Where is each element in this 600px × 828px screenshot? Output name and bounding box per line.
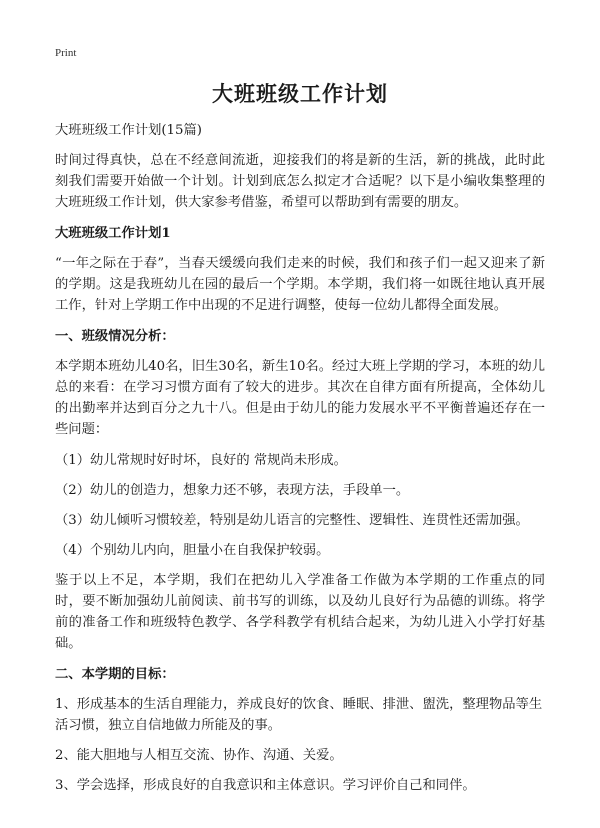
- section-heading-plan-1: 大班班级工作计划1: [55, 226, 171, 241]
- document-body: [55, 120, 545, 805]
- section-heading-goals: 二、本学期的目标：: [55, 667, 175, 682]
- document-subtitle: 大班班级工作计划(15篇): [55, 123, 202, 138]
- intro-paragraph: 时间过得真快，总在不经意间流逝，迎接我们的将是新的生活，新的挑战，此时此刻我们需要开始做一个计划。计划到底怎么拟定才合适呢？以下是小编收集整理的大班班级工作计划，供大家参考借鉴，希望可以帮助到有需要的朋友。: [55, 153, 545, 210]
- document-title: 大班班级工作计划: [212, 81, 388, 106]
- list-item: 1、形成基本的生活自理能力，养成良好的饮食、睡眠、排泄、盥洗，整理物品等生活习惯，独立自信地做力所能及的事。: [55, 697, 543, 733]
- list-item: 3、学会选择，形成良好的自我意识和主体意识。学习评价自己和同伴。: [55, 778, 476, 793]
- section-heading-class-analysis: 一、班级情况分析：: [55, 329, 175, 344]
- section-1-paragraph: “一年之际在于春”，当春天缓缓向我们走来的时候，我们和孩子们一起又迎来了新的学期。这是我班幼儿在园的最后一个学期。本学期，我们将一如既往地认真开展工作，针对上学期工作中出现的不足进行调整，使每一位幼儿都得全面发展。: [55, 256, 545, 313]
- list-item: （1）幼儿常规时好时坏，良好的 常规尚未形成。: [55, 453, 347, 468]
- analysis-paragraph: 本学期本班幼儿40名，旧生30名，新生10名。经过大班上学期的学习，本班的幼儿总的来看：在学习习惯方面有了较大的进步。其次在自律方面有所提高，全体幼儿的出勤率并达到百分之九十八。但是由于幼儿的能力发展水平不平衡普遍还存在一些问题：: [55, 359, 545, 437]
- print-label: Print: [55, 47, 77, 59]
- list-item: （3）幼儿倾听习惯较差，特别是幼儿语言的完整性、逻辑性、连贯性还需加强。: [55, 513, 529, 528]
- list-item: （2）幼儿的创造力，想象力还不够，表现方法，手段单一。: [55, 483, 410, 498]
- list-item: （4）个别幼儿内向，胆量小在自我保护较弱。: [55, 543, 330, 558]
- summary-paragraph: 鉴于以上不足，本学期，我们在把幼儿入学准备工作做为本学期的工作重点的同时，要不断加强幼儿前阅读、前书写的训练，以及幼儿良好行为品德的训练。将学前的准备工作和班级特色教学、各学科教学有机结合起来，为幼儿进入小学打好基础。: [55, 573, 545, 651]
- list-item: 2、能大胆地与人相互交流、协作、沟通、关爱。: [55, 748, 343, 763]
